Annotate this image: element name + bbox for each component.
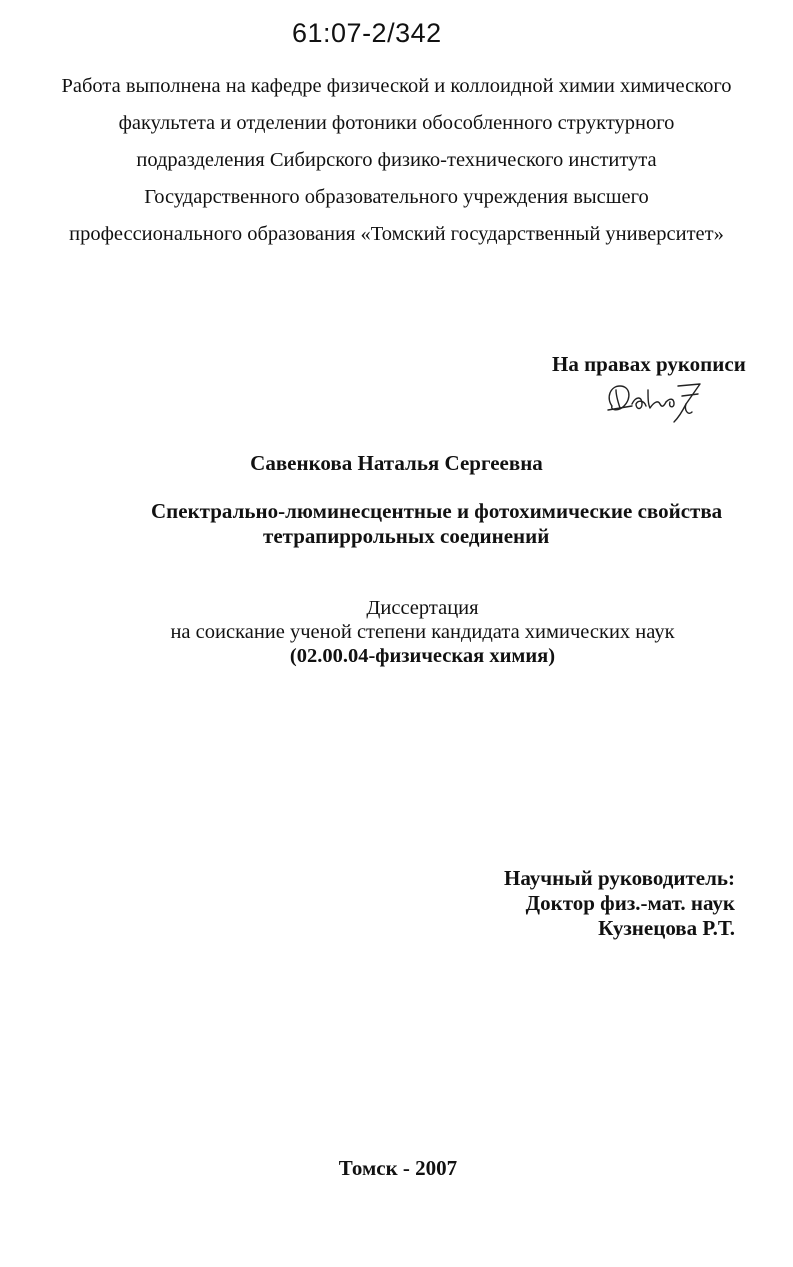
intro-line: подразделения Сибирского физико-технического института [136,149,657,171]
institution-paragraph [40,68,753,253]
handwritten-signature [602,376,712,426]
place-year: Томск - 2007 [338,1156,458,1180]
intro-line: Государственного образовательного учреждения высшего [144,186,649,208]
scientific-advisor [504,866,735,941]
intro-line: факультета и отделении фотоники обособленного структурного [118,112,675,134]
thesis-type: Диссертация [366,597,479,619]
advisor-degree: Доктор физ.-мат. наук [525,891,735,915]
intro-line: Работа выполнена на кафедре физической и коллоидной химии химического [61,75,732,97]
thesis-specialty: (02.00.04-физическая химия) [289,645,556,667]
advisor-name: Кузнецова Р.Т. [598,916,735,940]
thesis-degree: на соискание ученой степени кандидата химических наук [170,621,675,643]
intro-line: профессионального образования «Томский государственный университет» [69,223,724,245]
catalog-code: 61:07-2/342 [292,18,442,48]
dissertation-title-line2: тетрапиррольных соединений [263,524,550,548]
thesis-info [0,596,793,668]
dissertation-title-line1: Спектрально-люминесцентные и фотохимические свойства [151,499,723,523]
manuscript-rights-label: На правах рукописи [552,352,746,376]
author-name: Савенкова Наталья Сергеевна [250,451,543,475]
advisor-label: Научный руководитель: [504,866,735,890]
